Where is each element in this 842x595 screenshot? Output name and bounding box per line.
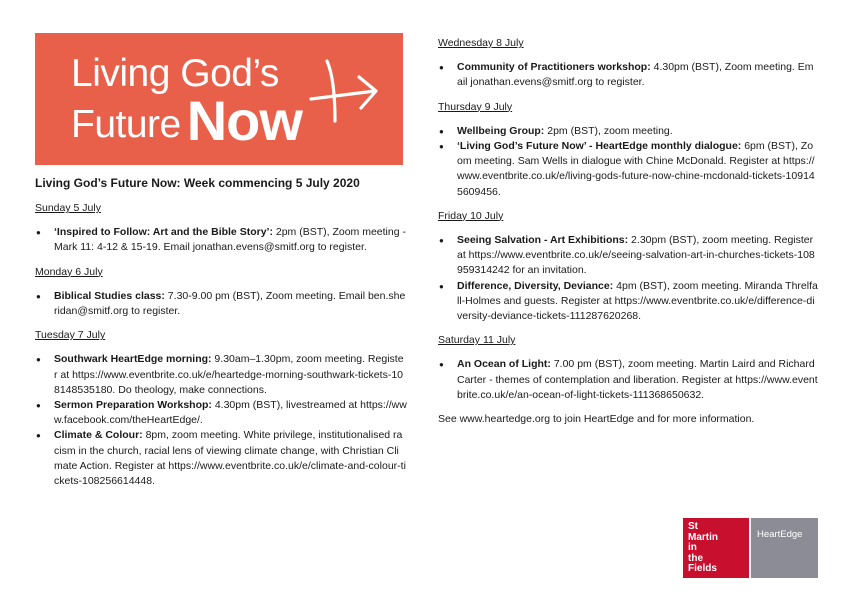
event-item — [457, 60, 818, 90]
event-name: Difference, Diversity, Deviance: — [457, 279, 614, 292]
event-detail: 7.00 pm (BST), zoom meeting. Martin Laird and Richard Carter - themes of contemplation and liberation. Register at https://www.eventbrite.co.uk/e/an-ocean-of-light-tickets-111368650632. — [457, 358, 818, 401]
day-heading: Monday 6 July — [35, 265, 103, 278]
st-martin-in-the-fields-logo — [683, 518, 749, 578]
day-heading: Friday 10 July — [438, 209, 504, 222]
event-item — [457, 279, 818, 325]
banner — [35, 33, 403, 165]
event-detail: 4pm (BST), zoom meeting. Miranda Threlfall-Holmes and guests. Register at https://www.eventbrite.co.uk/e/difference-diversity-deviance-tickets-111287620268. — [457, 279, 818, 323]
event-name: Sermon Preparation Workshop: — [54, 399, 212, 412]
day-heading: Thursday 9 July — [438, 100, 513, 113]
logo-text: Fields — [688, 563, 717, 574]
event-item — [54, 428, 407, 489]
event-item — [457, 139, 818, 200]
event-list — [35, 289, 407, 319]
event-detail: 4.30pm (BST), livestreamed at https://www.facebook.com/theHeartEdge/. — [54, 399, 407, 427]
logo-text: Martin — [688, 531, 718, 543]
right-column — [438, 36, 818, 427]
left-day-list — [35, 201, 407, 489]
banner-line-2 — [71, 89, 302, 162]
event-detail: 2pm (BST), zoom meeting. — [544, 124, 673, 137]
event-list — [438, 233, 818, 324]
day-heading: Wednesday 8 July — [438, 37, 524, 49]
event-detail: 2.30pm (BST), zoom meeting. Register at https://www.eventbrite.co.uk/e/seeing-salvation-art-in-churches-tickets-108959314242 for an invitation. — [457, 234, 815, 277]
footer-note: See www.heartedge.org to join HeartEdge and for more information. — [438, 413, 755, 426]
banner-word-now: Now — [186, 89, 302, 152]
event-name: ‘Living God’s Future Now’ - HeartEdge monthly dialogue: — [457, 140, 742, 153]
arrow-icon — [305, 51, 385, 131]
event-name: An Ocean of Light: — [457, 358, 551, 371]
event-item — [54, 225, 407, 255]
event-item — [457, 357, 818, 403]
event-item — [457, 233, 818, 279]
banner-word-gods: God’s — [180, 52, 279, 95]
event-list — [438, 357, 818, 403]
heartedge-logo — [751, 518, 818, 578]
day-heading: Tuesday 7 July — [35, 329, 106, 342]
event-name: Southwark HeartEdge morning: — [54, 353, 212, 366]
event-detail: 4.30pm (BST), Zoom meeting. Email jonathan.evens@smitf.org to register. — [457, 61, 814, 89]
banner-word-living: Living — [71, 52, 170, 95]
event-detail: 8pm, zoom meeting. White privilege, institutionalised racism in the church, racial lens of viewing climate change, with Christian Climate Action. Register at https://www.eventbrite.co.uk/e/climate-and-colour-tickets-108256614448. — [54, 429, 406, 488]
event-name: Community of Practitioners workshop: — [457, 61, 651, 74]
day-heading: Sunday 5 July — [35, 202, 101, 214]
event-item — [54, 289, 407, 319]
event-name: Wellbeing Group: — [457, 124, 545, 137]
event-name: Seeing Salvation - Art Exhibitions: — [457, 234, 629, 247]
event-item — [54, 352, 407, 398]
event-list — [438, 60, 818, 90]
event-detail: 6pm (BST), Zoom meeting. Sam Wells in dialogue with Chine McDonald. Register at https://www.eventbrite.co.uk/e/living-gods-future-now-chine-mcdonald-tickets-109145609456. — [457, 140, 815, 198]
logo-text: the — [688, 552, 703, 564]
banner-word-future: Future — [71, 103, 181, 146]
document-title: Living God’s Future Now: Week commencing 5 July 2020 — [35, 176, 360, 190]
left-column — [35, 176, 407, 498]
event-detail: 9.30am–1.30pm, zoom meeting. Register at https://www.eventbrite.co.uk/e/heartedge-morning-southwark-tickets-108148535180. Do theology, make connections. — [54, 353, 404, 396]
logo-text: St — [688, 521, 698, 532]
event-name: Biblical Studies class: — [54, 289, 165, 302]
event-detail: 7.30-9.00 pm (BST), Zoom meeting. Email ben.sheridan@smitf.org to register. — [54, 289, 406, 318]
event-list — [35, 225, 407, 255]
logo-text: HeartEdge — [757, 529, 803, 540]
event-list — [438, 124, 818, 200]
right-day-list — [438, 36, 818, 403]
day-heading: Saturday 11 July — [438, 334, 516, 347]
banner-line-1 — [71, 54, 279, 94]
event-list — [35, 352, 407, 489]
event-item — [457, 124, 818, 139]
event-item — [54, 398, 407, 428]
logo-text: in — [688, 542, 697, 553]
event-name: ‘Inspired to Follow: Art and the Bible Story’: — [54, 226, 273, 239]
event-detail: 2pm (BST), Zoom meeting - Mark 11: 4-12 & 15-19. Email jonathan.evens@smitf.org to register. — [54, 226, 406, 254]
event-name: Climate & Colour: — [54, 429, 143, 442]
